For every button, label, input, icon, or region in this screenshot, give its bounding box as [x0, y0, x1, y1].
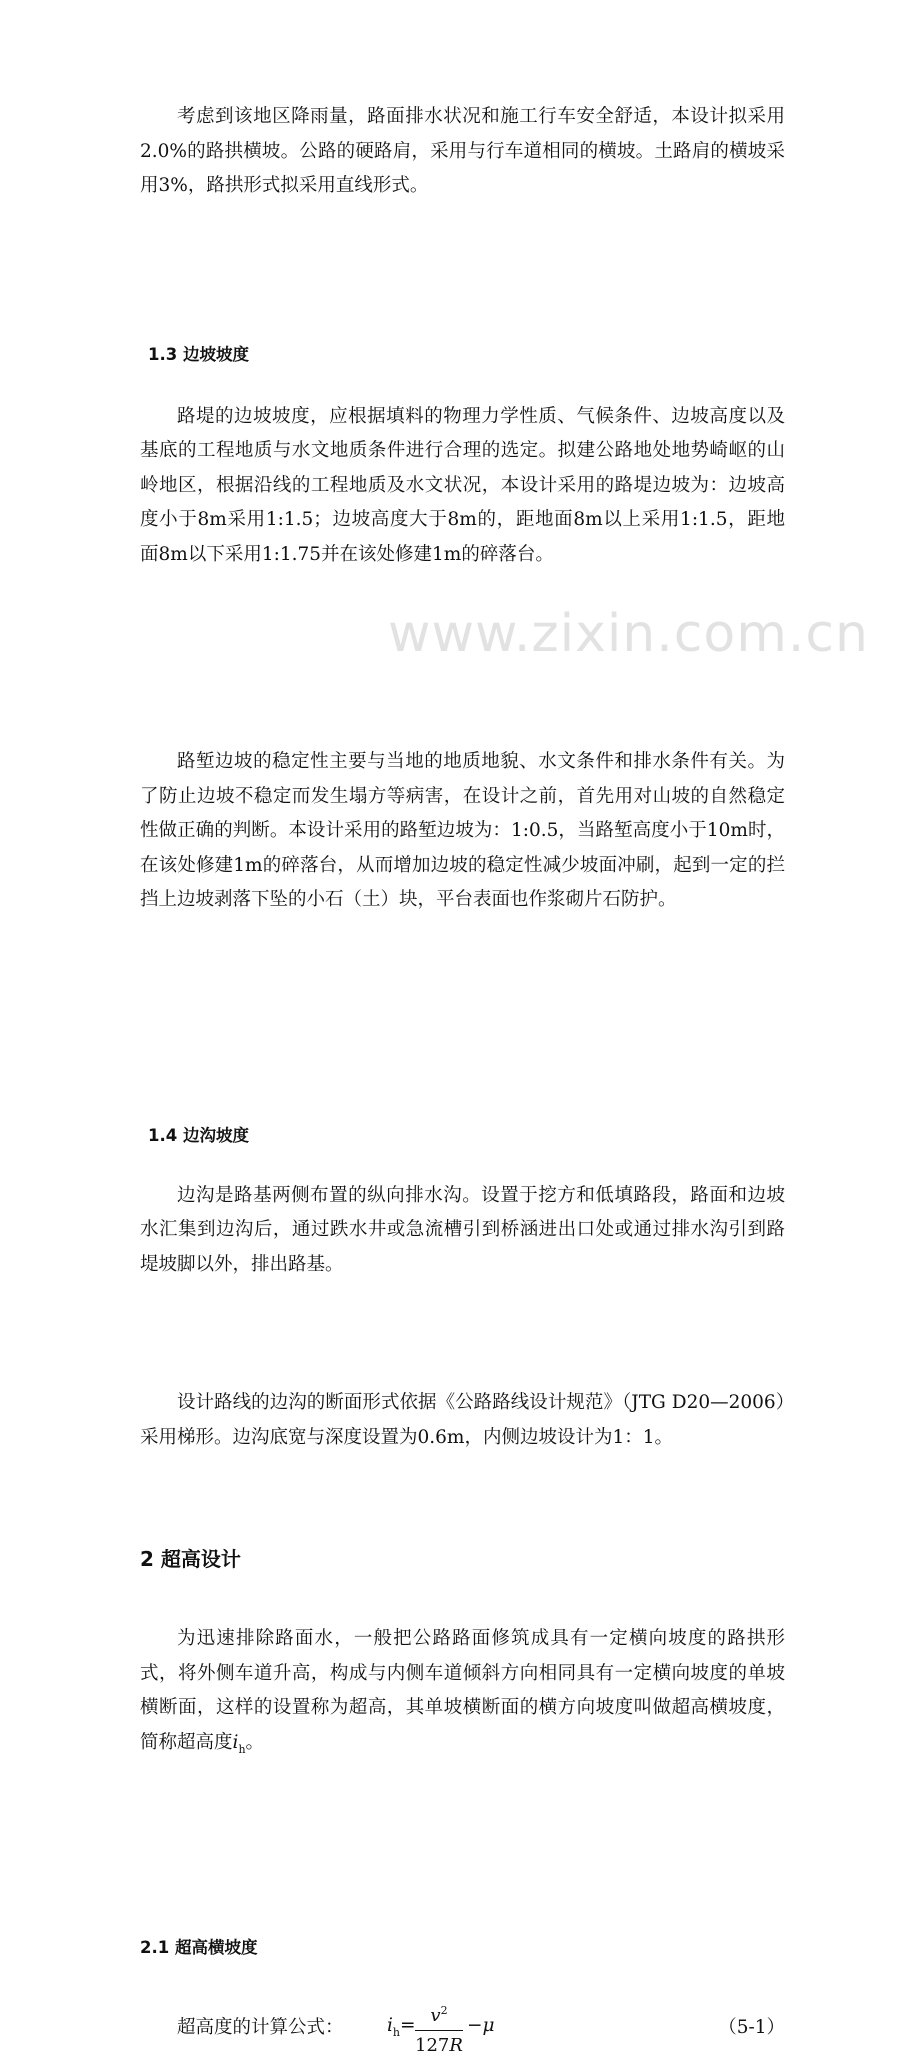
formula-rest: [467, 2015, 495, 2036]
paragraph-superelevation: [140, 1622, 785, 1762]
formula-denominator: [415, 2033, 463, 2059]
symbol-subscript-h: h: [238, 1742, 246, 1756]
superelevation-end: 。: [245, 1731, 265, 1753]
formula-mu: μ: [482, 2015, 495, 2036]
formula-label: 超高度的计算公式：: [177, 2017, 344, 2038]
paragraph-side-ditch: 边沟是路基两侧布置的纵向排水沟。设置于挖方和低填路段，路面和边坡水汇集到边沟后，通过跌水井或急流槽引到桥涵进出口处或通过排水沟引到路堤坡脚以外，排出路基。: [140, 1184, 785, 1275]
paragraph-embankment-slope: 路堤的边坡坡度，应根据填料的物理力学性质、气候条件、边坡高度以及基底的工程地质与水文地质条件进行合理的选定。拟建公路地处地势崎岖的山岭地区，根据沿线的工程地质及水文状况，本设计采用的路堤边坡为：边坡高度小于8m采用1:1.5；边坡高度大于8m的，距地面8m以上采用1:1.5，距地面8m以下采用1:1.75并在该处修建1m的碎落台。: [140, 405, 785, 565]
heading-2: 2 超高设计: [140, 1547, 241, 1571]
formula-numerator: [415, 1999, 463, 2028]
paragraph-road-crown: 考虑到该地区降雨量，路面排水状况和施工行车安全舒适，本设计拟采用2.0%的路拱横坡。公路的硬路肩，采用与行车道相同的横坡。土路肩的横坡采用3%，路拱形式拟采用直线形式。: [140, 106, 785, 196]
formula-num-v: v: [430, 2005, 441, 2026]
fraction-bar: [415, 2030, 463, 2031]
formula-lhs-sub: h: [392, 2026, 401, 2039]
symbol-i: i: [232, 1731, 239, 1753]
heading-2-1: 2.1 超高横坡度: [140, 1938, 258, 1957]
paragraph-ditch-section: 设计路线的边沟的断面形式依据《公路路线设计规范》（JTG D20—2006）采用梯形。边沟底宽与深度设置为0.6m，内侧边坡设计为1：1。: [140, 1392, 785, 1448]
formula-equals: =: [400, 2015, 416, 2036]
superelevation-text: 为迅速排除路面水，一般把公路路面修筑成具有一定横向坡度的路拱形式，将外侧车道升高，构成与内侧车道倾斜方向相同具有一定横向坡度的单坡横断面，这样的设置称为超高，其单坡横断面的横方向坡度叫做超高横坡度，简称超高度: [140, 1628, 785, 1753]
formula-lhs-i: i: [387, 2015, 393, 2036]
paragraph-cutting-slope: 路堑边坡的稳定性主要与当地的地质地貌、水文条件和排水条件有关。为了防止边坡不稳定而发生塌方等病害，在设计之前，首先用对山坡的自然稳定性做正确的判断。本设计采用的路堑边坡为：1:0.5，当路堑高度小于10m时，在该处修建1m的碎落台，从而增加边坡的稳定性减少坡面冲刷，起到一定的拦挡上边坡剥落下坠的小石（土）块，平台表面也作浆砌片石防护。: [140, 751, 785, 910]
formula-num-exp: 2: [440, 2004, 448, 2017]
formula-row: [140, 1999, 785, 2061]
formula-minus: −: [467, 2015, 483, 2036]
watermark: www.zixin.com.cn: [388, 604, 869, 664]
formula-fraction: [415, 1999, 463, 2059]
equation-number: （5-1）: [718, 2017, 785, 2038]
formula-den-r: R: [449, 2035, 463, 2056]
heading-1-4: 1.4 边沟坡度: [148, 1125, 249, 1145]
heading-1-3: 1.3 边坡坡度: [148, 344, 249, 364]
formula-den-number: 127: [415, 2035, 450, 2056]
formula-lhs: [387, 2015, 416, 2039]
